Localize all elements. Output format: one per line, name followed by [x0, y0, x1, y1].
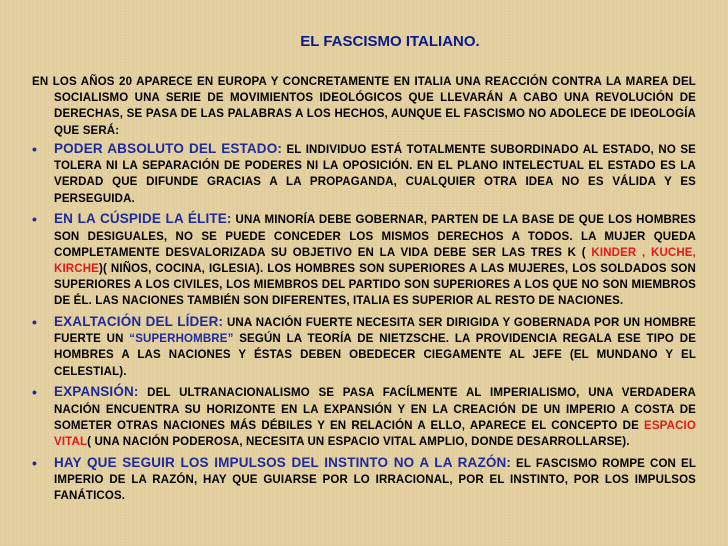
bullet-icon: •	[32, 454, 38, 471]
highlight-red: KINDER , KUCHE, KIRCHE	[54, 246, 696, 275]
list-item-estado	[32, 141, 696, 207]
point-heading: EXALTACIÓN DEL LÍDER:	[54, 314, 224, 330]
bullet-icon: •	[32, 384, 38, 401]
bullet-list	[32, 141, 696, 509]
list-item-lider	[32, 314, 696, 380]
point-heading: EN LA CÚSPIDE LA ÉLITE:	[54, 211, 232, 227]
point-text: UNA MINORÍA DEBE GOBERNAR, PARTEN DE LA BASE DE QUE LOS HOMBRES SON DESIGUALES, NO SE PUEDE CONCEDER LOS MISMOS DERECHOS A TODOS. LA MUJER QUEDA COMPLETAMENTE DESVALORIZADA SU OBJETIVO EN LA VIDA DEBE SER LAS TRES K (	[54, 214, 696, 259]
highlight-blue: “SUPERHOMBRE”	[129, 333, 234, 346]
intro-paragraph: EN LOS AÑOS 20 APARECE EN EUROPA Y CONCRETAMENTE EN ITALIA UNA REACCIÓN CONTRA LA MAREA DEL SOCIALISMO UNA SERIE DE MOVIMIENTOS IDEOLÓGICOS QUE LLEVARÁN A CABO UNA REVOLUCIÓN DE DERECHAS, SE PASA DE LAS PALABRAS A LOS HECHOS, AUNQUE EL FASCISMO NO ADOLECE DE IDEOLOGÍA QUE SERÁ:	[32, 76, 696, 137]
point-text: DEL ULTRANACIONALISMO SE PASA FACÍLMENTE AL IMPERIALISMO, UNA VERDADERA NACIÓN ENCUENTRA SU HORIZONTE EN LA EXPANSIÓN Y EN LA CREACIÓN DE UN IMPERIO A COSTA DE SOMETER OTRAS NACIONES MÁS DÉBILES Y EN RELACIÓN A ELLO, APARECE EL CONCEPTO DE	[54, 387, 696, 432]
bullet-icon: •	[32, 141, 38, 157]
slide-title: EL FASCISMO ITALIANO.	[300, 33, 480, 50]
point-text: ( UNA NACIÓN PODEROSA, NECESITA UN ESPACIO VITAL AMPLIO, DONDE DESARROLLARSE).	[87, 435, 630, 448]
bullet-icon: •	[32, 314, 38, 331]
point-heading: HAY QUE SEGUIR LOS IMPULSOS DEL INSTINTO NO A LA RAZÓN:	[54, 454, 512, 470]
point-heading: EXPANSIÓN:	[54, 384, 139, 400]
point-text: SEGÚN LA TEORÍA DE NIETZSCHE. LA PROVIDENCIA REGALA ESE TIPO DE HOMBRES A LAS NACIONES Y ÉSTAS DEBEN OBEDECER CIEGAMENTE AL JEFE (EL MUNDANO Y EL CELESTIAL).	[54, 333, 697, 378]
list-item-instinto	[32, 455, 696, 505]
bullet-icon: •	[32, 211, 38, 228]
point-text: EL FASCISMO ROMPE CON EL IMPERIO DE LA RAZÓN, HAY QUE GUIARSE POR LO IRRACIONAL, POR EL INSTINTO, POR LOS IMPULSOS FANÁTICOS.	[54, 457, 696, 503]
point-heading: PODER ABSOLUTO DEL ESTADO:	[54, 141, 283, 156]
list-item-elite	[32, 211, 696, 309]
point-text: UNA NACIÓN FUERTE NECESITA SER DIRIGIDA Y GOBERNADA POR UN HOMBRE FUERTE UN	[54, 317, 696, 346]
point-text: EL INDIVIDUO ESTÁ TOTALMENTE SUBORDINADO AL ESTADO, NO SE TOLERA NI LA SEPARACIÓN DE PODERES NI LA OPOSICIÓN. EN EL PLANO INTELECTUAL EL ESTADO ES LA VERDAD QUE DIFUNDE GRACIAS A LA PROPAGANDA, CUALQUIER OTRA IDEA NO ES VÁLIDA Y ES PERSEGUIDA.	[54, 144, 697, 205]
highlight-red: ESPACIO VITAL	[54, 419, 696, 448]
point-text: )( NIÑOS, COCINA, IGLESIA). LOS HOMBRES SON SUPERIORES A LAS MUJERES, LOS SOLDADOS SON SUPERIORES A LOS CIVILES, LOS MIEMBROS DEL PARTIDO SON SUPERIORES A LOS QUE NO SON MIEMBROS DE ÉL. LAS NACIONES TAMBIÉN SON DIFERENTES, ITALIA ES SUPERIOR AL RESTO DE NACIONES.	[54, 262, 696, 308]
list-item-expansion	[32, 384, 696, 450]
